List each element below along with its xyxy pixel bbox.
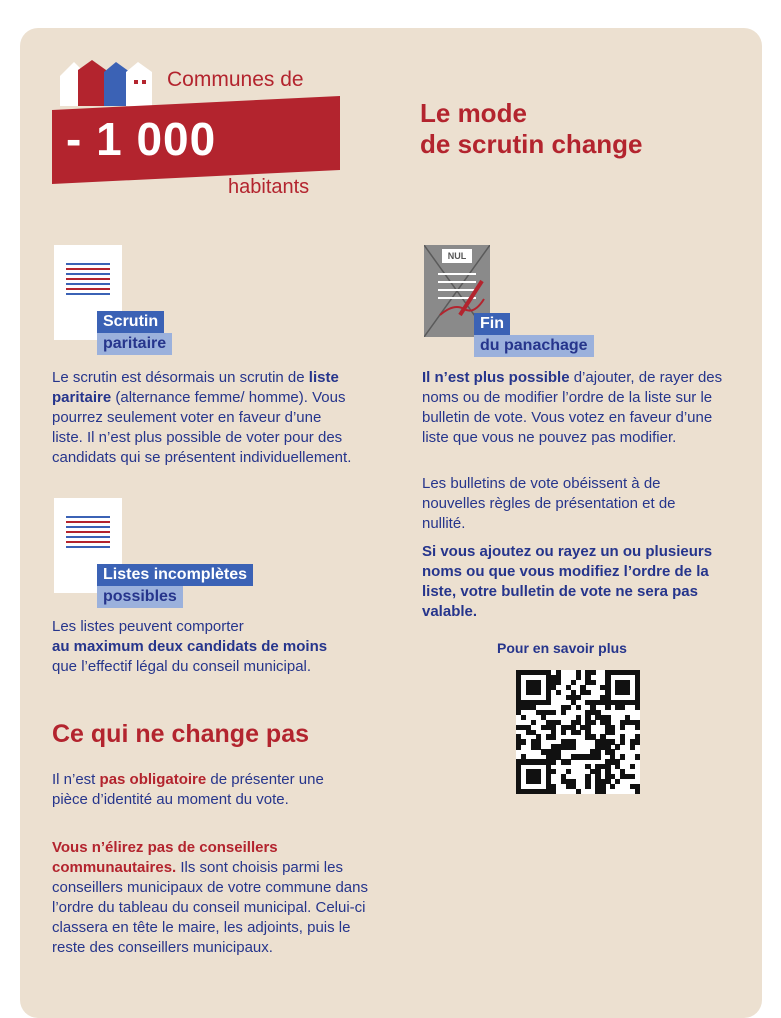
header-number: - 1 000 (66, 113, 217, 165)
qr-module (546, 700, 551, 705)
qr-module (620, 754, 625, 759)
qr-module (630, 774, 635, 779)
qr-module (556, 680, 561, 685)
qr-module (551, 734, 556, 739)
qr-module (536, 690, 541, 695)
qr-module (551, 710, 556, 715)
qr-module (595, 754, 600, 759)
qr-module (566, 769, 571, 774)
qr-module (516, 744, 521, 749)
scrutin-label-line1: Scrutin (97, 311, 164, 333)
fin-panachage-label (474, 313, 594, 357)
qr-module (635, 789, 640, 794)
header-suffix: habitants (228, 176, 310, 198)
qr-module (551, 789, 556, 794)
qr-module (551, 769, 556, 774)
qr-module (590, 720, 595, 725)
qr-module (561, 730, 566, 735)
qr-module (576, 695, 581, 700)
qr-module (590, 680, 595, 685)
qr-module (630, 744, 635, 749)
qr-module (635, 725, 640, 730)
qr-module (615, 779, 620, 784)
qr-module (576, 675, 581, 680)
qr-module (620, 705, 625, 710)
qr-module (566, 759, 571, 764)
qr-module (576, 705, 581, 710)
qr-module (576, 789, 581, 794)
qr-module (576, 730, 581, 735)
more-info-label: Pour en savoir plus (497, 640, 627, 656)
listes-incompletes-text: Les listes peuvent comporter au maximum deux candidats de moins que l’effectif légal du conseil municipal. (52, 618, 328, 675)
qr-module (635, 754, 640, 759)
qr-module (605, 705, 610, 710)
listes-incompletes-label (97, 564, 253, 608)
scrutin-label-line2: paritaire (97, 333, 172, 355)
qr-module (536, 779, 541, 784)
qr-module (600, 789, 605, 794)
qr-module (610, 784, 615, 789)
qr-module (556, 690, 561, 695)
section-title-no-change: Ce qui ne change pas (52, 720, 310, 748)
qr-module (521, 715, 526, 720)
qr-module (615, 744, 620, 749)
no-change-p2: Vous n’élirez pas de conseillers communautaires. Ils sont choisis parmi les conseillers municipaux de votre commune dans l’ordre du tableau du conseil municipal. Celui-ci classera en tête le maire, les adjoints, puis le reste des conseillers municipaux. (52, 839, 368, 956)
null-label: NUL (442, 249, 472, 263)
qr-module (551, 759, 556, 764)
qr-module (585, 690, 590, 695)
qr-module (585, 784, 590, 789)
no-change-p1: Il n’est pas obligatoire de présenter une pièce d’identité au moment du vote. (52, 771, 324, 808)
qr-module (571, 744, 576, 749)
qr-module (561, 710, 566, 715)
qr-module (635, 705, 640, 710)
qr-module (590, 670, 595, 675)
header-prefix: Communes de (167, 68, 304, 91)
fin-panachage-p2: Les bulletins de vote obéissent à de nouvelles règles de présentation et de nullité. (422, 475, 676, 532)
listes-label-line2: possibles (97, 586, 183, 608)
qr-module (610, 730, 615, 735)
page-title-line2: de scrutin change (420, 129, 643, 159)
qr-code[interactable] (516, 670, 640, 794)
qr-module (625, 690, 630, 695)
qr-module (521, 739, 526, 744)
qr-module (566, 705, 571, 710)
listes-label-line1: Listes incomplètes (97, 564, 253, 586)
scrutin-paritaire-text: Le scrutin est désormais un scrutin de liste paritaire (alternance femme/ homme). Vous pourrez seulement voter en faveur d’une liste. Il n’est plus possible de voter pour des candidats qui se présentent individuellement. (52, 369, 352, 466)
qr-module (630, 764, 635, 769)
fin-label-line1: Fin (474, 313, 510, 335)
qr-module (620, 739, 625, 744)
fin-label-line2: du panachage (474, 335, 594, 357)
page-title (420, 98, 643, 160)
scrutin-paritaire-label (97, 311, 172, 355)
qr-module (571, 680, 576, 685)
fin-panachage-p3: Si vous ajoutez ou rayez un ou plusieurs noms ou que vous modifiez l’ordre de la liste, votre bulletin de vote ne sera pas valable. (422, 543, 713, 620)
qr-module (620, 725, 625, 730)
fin-panachage-p1: Il n’est plus possible d’ajouter, de rayer des noms ou de modifier l’ordre de la liste sur le bulletin de vote. Vous votez en faveur d’une liste que vous ne pouvez pas modifier. (422, 369, 723, 446)
qr-module (635, 739, 640, 744)
qr-module (531, 720, 536, 725)
page-title-line1: Le mode (420, 98, 527, 128)
